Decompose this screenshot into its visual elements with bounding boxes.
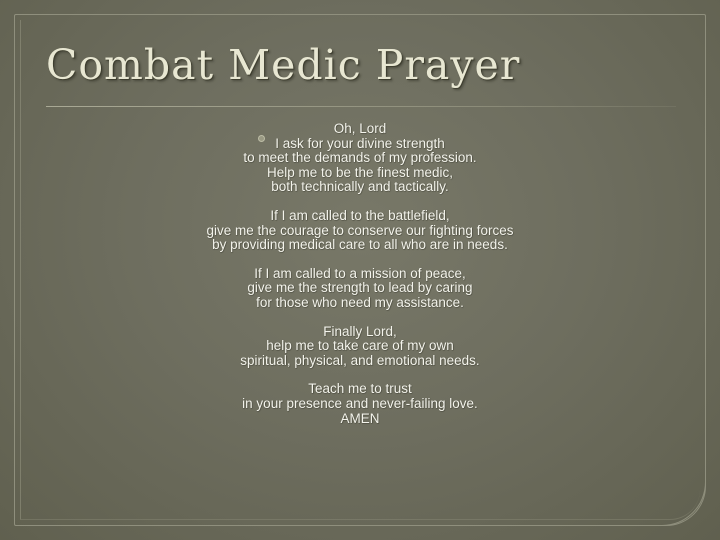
prayer-line: give me the strength to lead by caring bbox=[247, 280, 473, 296]
stanza bbox=[60, 209, 660, 253]
prayer-line: in your presence and never-failing love. bbox=[242, 395, 478, 411]
prayer-line: If I am called to the battlefield, bbox=[270, 207, 450, 223]
corner-fold-decoration bbox=[653, 473, 706, 526]
prayer-line: Oh, Lord bbox=[333, 121, 387, 136]
prayer-line: I ask for your divine strength bbox=[275, 135, 445, 151]
page-title: Combat Medic Prayer bbox=[46, 41, 521, 89]
prayer-line: by providing medical care to all who are in needs. bbox=[212, 237, 508, 253]
stanza bbox=[60, 122, 660, 195]
title-divider bbox=[46, 106, 676, 107]
prayer-body bbox=[60, 122, 660, 426]
prayer-line: help me to take care of my own bbox=[266, 338, 454, 354]
prayer-line: to meet the demands of my profession. bbox=[243, 150, 477, 166]
prayer-line: both technically and tactically. bbox=[271, 179, 449, 195]
prayer-line: Finally Lord, bbox=[323, 323, 397, 339]
prayer-line: give me the courage to conserve our fighting forces bbox=[206, 222, 514, 238]
prayer-line: Help me to be the finest medic, bbox=[266, 164, 454, 180]
prayer-line: If I am called to a mission of peace, bbox=[254, 265, 466, 281]
prayer-line: for those who need my assistance. bbox=[256, 294, 464, 310]
prayer-line: Teach me to trust bbox=[308, 381, 412, 397]
prayer-line: AMEN bbox=[340, 410, 380, 426]
prayer-line: spiritual, physical, and emotional needs. bbox=[240, 352, 480, 368]
stanza bbox=[60, 382, 660, 426]
stanza bbox=[60, 267, 660, 311]
stanza bbox=[60, 325, 660, 369]
